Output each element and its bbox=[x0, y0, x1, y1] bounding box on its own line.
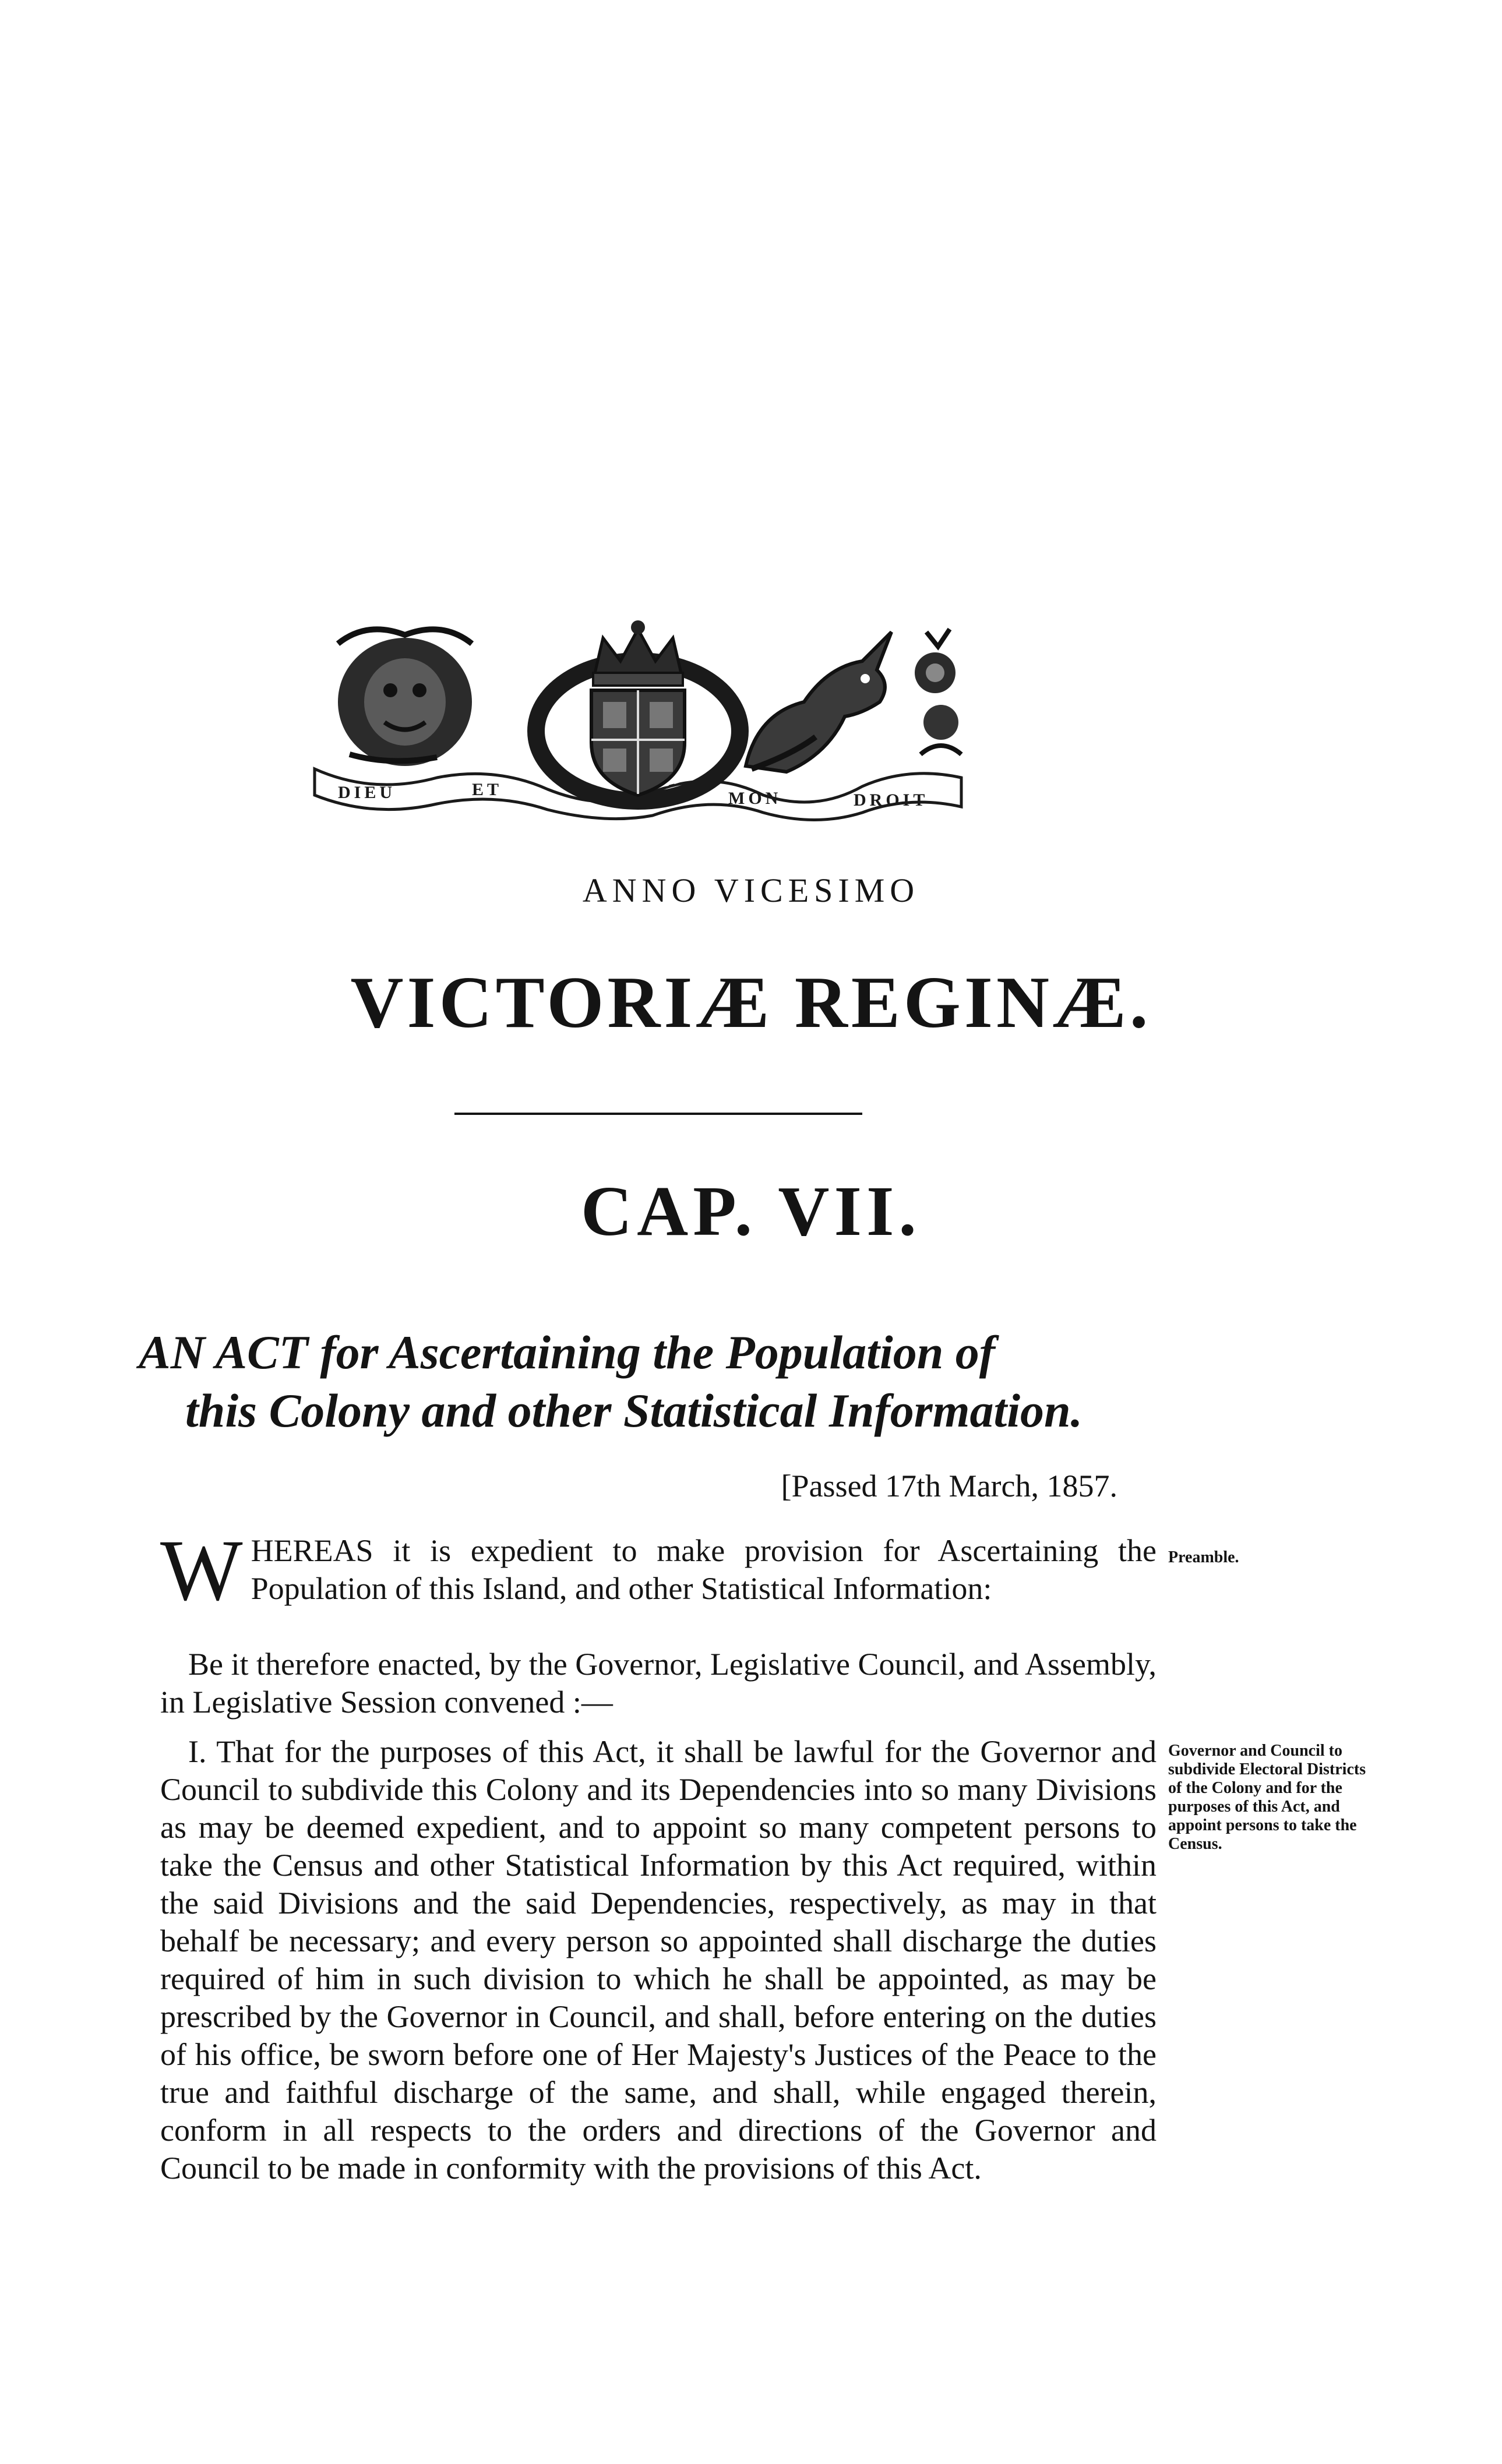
unicorn-icon bbox=[746, 632, 891, 772]
motto-right: DROIT bbox=[854, 790, 929, 810]
act-title-line-2: this Colony and other Statistical Information. bbox=[185, 1384, 1083, 1437]
motto-mid1: ET bbox=[472, 780, 503, 799]
act-title-line-1: AN ACT for Ascertaining the Population of bbox=[139, 1326, 996, 1379]
chapter-number: CAP. VII. bbox=[581, 1172, 921, 1251]
preamble-paragraph bbox=[160, 1522, 1157, 1619]
passed-date: [Passed 17th March, 1857. bbox=[781, 1468, 1117, 1503]
header-rule-divider bbox=[454, 1113, 862, 1115]
regnal-title: VICTORIÆ REGINÆ. bbox=[350, 962, 1152, 1043]
crown-icon bbox=[593, 620, 683, 686]
royal-coat-of-arms bbox=[303, 620, 973, 821]
enacting-clause: Be it therefore enacted, by the Governor, Legislative Council, and Assembly, in Legislative Session convened :— bbox=[160, 1647, 1157, 1720]
section-1-paragraph: I. That for the purposes of this Act, it shall be lawful for the Governor and Council to subdivide this Colony and its Dependencies into so many Divisions as may be deemed expedient, and to appoint so many competent persons to take the Census and other Statistical Information by this Act required, within the said Divisions and the said Dependencies, respectively, as may in that behalf be necessary; and every person so appointed shall discharge the duties required of him in such division to which he shall be appointed, as may be prescribed by the Governor in Council, and shall, before entering on the duties of his office, be sworn before one of Her Majesty's Justices of the Peace to the true and faithful discharge of the same, and shall, while engaged therein, conform in all respects to the orders and directions of the Governor and Council to be made in conformity with the provisions of this Act. bbox=[160, 1734, 1157, 2186]
drop-cap-initial: W bbox=[160, 1522, 243, 1619]
preamble-text: HEREAS it is expedient to make provision for Ascertaining the Population of this Island, and other Statistical Information: bbox=[251, 1533, 1157, 1606]
motto-left: DIEU bbox=[338, 783, 396, 802]
motto-mid2: MON bbox=[728, 789, 782, 808]
margin-note-section-1: Governor and Council to subdivide Electoral Districts of the Colony and for the purposes of this Act, and appoint persons to take the Census. bbox=[1168, 1742, 1366, 1853]
margin-note-preamble: Preamble. bbox=[1168, 1548, 1239, 1566]
lion-icon bbox=[338, 629, 472, 766]
regnal-year-label: ANNO VICESIMO bbox=[582, 871, 920, 909]
rose-thistle-icon bbox=[915, 629, 961, 754]
